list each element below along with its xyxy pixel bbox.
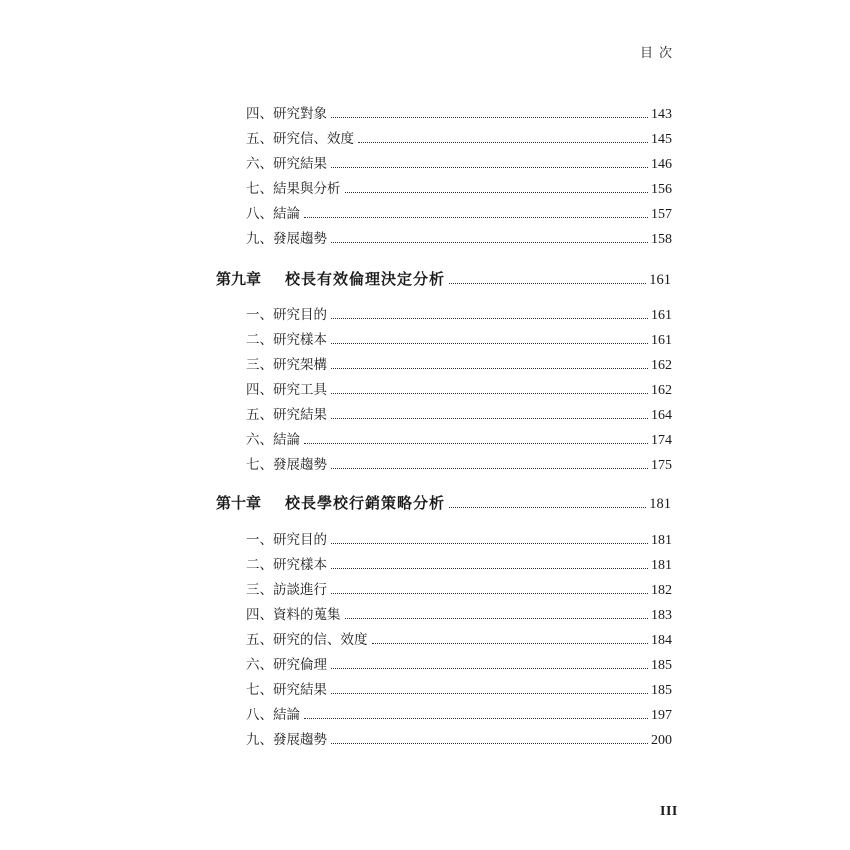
chapter-number: 第九章 (216, 270, 262, 288)
toc-entry (246, 531, 672, 550)
toc-entry-title: 八、結論 (246, 707, 300, 723)
dot-leader (331, 743, 648, 744)
toc-entry-title: 五、研究的信、效度 (246, 632, 368, 648)
toc-entry (246, 731, 672, 750)
dot-leader (331, 418, 648, 419)
toc-entry (246, 681, 672, 700)
toc-entry-page: 157 (651, 207, 672, 222)
chapter-number: 第十章 (216, 494, 262, 512)
toc-entry-title: 三、訪談進行 (246, 582, 327, 598)
toc-entry (246, 456, 672, 475)
dot-leader (331, 593, 648, 594)
dot-leader (331, 343, 648, 344)
toc-entry-page: 174 (651, 433, 672, 448)
toc-entry-page: 162 (651, 383, 672, 398)
chapter-heading (216, 270, 671, 289)
dot-leader (331, 167, 648, 168)
dot-leader (304, 443, 648, 444)
dot-leader (372, 643, 649, 644)
dot-leader (331, 568, 648, 569)
toc-entry-title: 六、結論 (246, 432, 300, 448)
toc-entry-page: 185 (651, 683, 672, 698)
toc-entry-page: 161 (651, 333, 672, 348)
dot-leader (345, 618, 649, 619)
toc-entry-title: 六、研究結果 (246, 156, 327, 172)
toc-entry-page: 197 (651, 708, 672, 723)
toc-entry (246, 105, 672, 124)
toc-entry-page: 182 (651, 583, 672, 598)
toc-entry-title: 七、發展趨勢 (246, 457, 327, 473)
toc-entry (246, 130, 672, 149)
chapter-title: 校長學校行銷策略分析 (285, 494, 446, 512)
dot-leader (331, 468, 648, 469)
toc-entry-title: 七、研究結果 (246, 682, 327, 698)
dot-leader (331, 117, 648, 118)
toc-entry-page: 145 (651, 132, 672, 147)
toc-entry (246, 381, 672, 400)
toc-entry-page: 183 (651, 608, 672, 623)
toc-entry (246, 581, 672, 600)
toc-entry-page: 164 (651, 408, 672, 423)
dot-leader (331, 693, 648, 694)
chapter-page: 161 (649, 272, 671, 288)
toc-entry-title: 四、研究工具 (246, 382, 327, 398)
toc-entry-title: 二、研究樣本 (246, 557, 327, 573)
toc-entry (246, 155, 672, 174)
toc-entry-page: 184 (651, 633, 672, 648)
dot-leader (304, 718, 648, 719)
toc-entry-title: 八、結論 (246, 206, 300, 222)
dot-leader (331, 393, 648, 394)
toc-entry-page: 200 (651, 733, 672, 748)
toc-entry-title: 四、研究對象 (246, 106, 327, 122)
toc-entry (246, 306, 672, 325)
toc-entry-title: 七、結果與分析 (246, 181, 341, 197)
toc-entry-title: 一、研究目的 (246, 532, 327, 548)
dot-leader (449, 283, 646, 284)
toc-entry (246, 556, 672, 575)
toc-entry-title: 五、研究信、效度 (246, 131, 354, 147)
toc-entry (246, 205, 672, 224)
toc-entry (246, 406, 672, 425)
dot-leader (358, 142, 648, 143)
toc-entry-title: 六、研究倫理 (246, 657, 327, 673)
toc-entry (246, 180, 672, 199)
toc-entry (246, 431, 672, 450)
running-header: 目次 (640, 46, 679, 61)
chapter-page: 181 (649, 496, 671, 512)
toc-entry-title: 一、研究目的 (246, 307, 327, 323)
toc-entry (246, 706, 672, 725)
toc-entry (246, 606, 672, 625)
chapter-title: 校長有效倫理決定分析 (285, 270, 446, 288)
toc-entry (246, 656, 672, 675)
chapter-heading (216, 494, 671, 513)
toc-entry (246, 356, 672, 375)
toc-entry-title: 九、發展趨勢 (246, 231, 327, 247)
dot-leader (449, 507, 646, 508)
toc-entry-page: 158 (651, 232, 672, 247)
toc-entry-page: 146 (651, 157, 672, 172)
toc-entry-title: 五、研究結果 (246, 407, 327, 423)
toc-entry-title: 三、研究架構 (246, 357, 327, 373)
toc-entry-page: 162 (651, 358, 672, 373)
page-folio: III (660, 804, 678, 819)
toc-entry-title: 九、發展趨勢 (246, 732, 327, 748)
dot-leader (331, 368, 648, 369)
dot-leader (331, 668, 648, 669)
toc-entry (246, 230, 672, 249)
toc-entry (246, 631, 672, 650)
toc-entry-page: 181 (651, 558, 672, 573)
toc-entry-title: 二、研究樣本 (246, 332, 327, 348)
dot-leader (345, 192, 649, 193)
toc-entry-page: 175 (651, 458, 672, 473)
toc-entry-page: 161 (651, 308, 672, 323)
toc-entry-title: 四、資料的蒐集 (246, 607, 341, 623)
dot-leader (331, 543, 648, 544)
toc-entry-page: 156 (651, 182, 672, 197)
dot-leader (304, 217, 648, 218)
dot-leader (331, 242, 648, 243)
toc-entry-page: 185 (651, 658, 672, 673)
toc-entry-page: 143 (651, 107, 672, 122)
toc-entry-page: 181 (651, 533, 672, 548)
dot-leader (331, 318, 648, 319)
toc-entry (246, 331, 672, 350)
